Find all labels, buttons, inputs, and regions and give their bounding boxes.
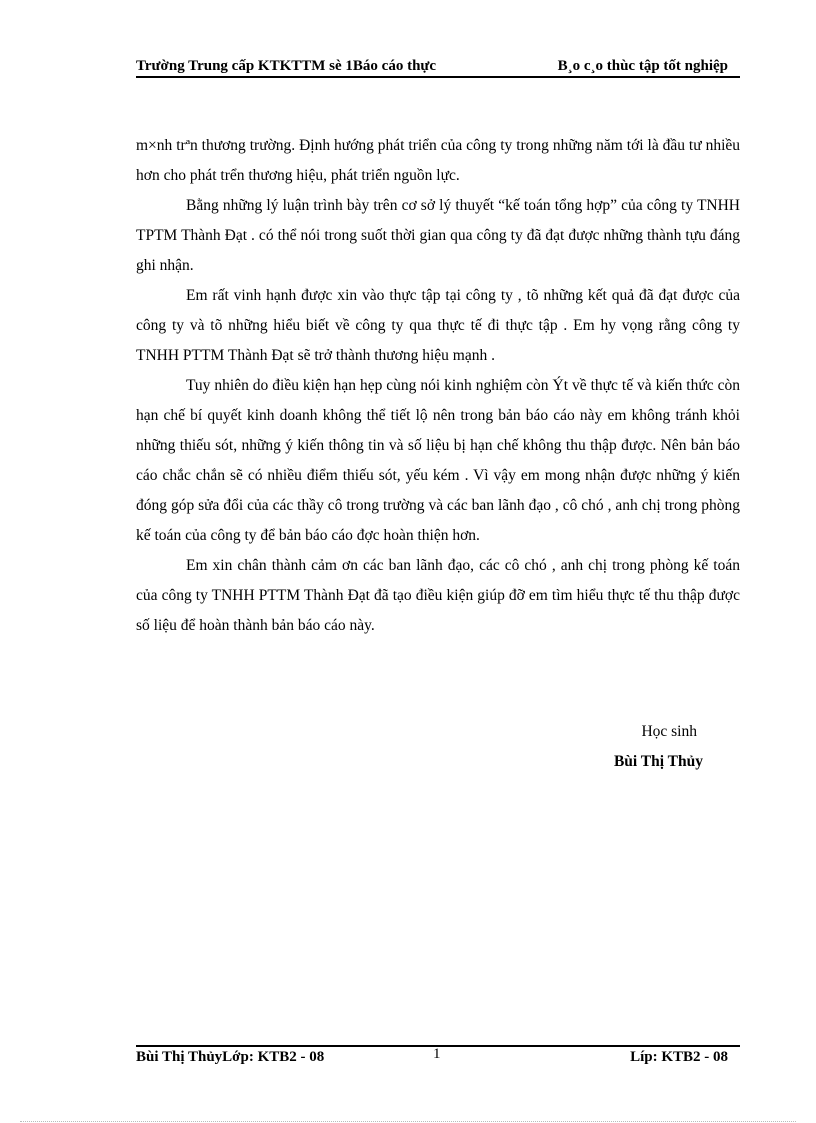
signature-role: Học sinh bbox=[641, 723, 697, 740]
signature-name: Bùi Thị Thủy bbox=[613, 753, 703, 770]
body-paragraph: Bằng những lý luận trình bày trên cơ sở lý thuyết “kế toán tổng hợp” của công ty TNHH TPTM Thành Đạt . có thể nói trong suốt thời gian qua công ty đã đạt được những thành tựu đáng ghi nhận. bbox=[136, 197, 740, 274]
body-paragraph: Em xin chân thành cảm ơn các ban lãnh đạo, các cô chó , anh chị trong phòng kế toán của công ty TNHH PTTM Thành Đạt đã tạo điều kiện giúp đỡ em tìm hiểu thực tế thu thập được số liệu để hoàn thành bản báo cáo này. bbox=[136, 557, 740, 634]
page-header bbox=[136, 58, 740, 78]
report-body bbox=[136, 131, 740, 641]
header-report-title: B¸o c¸o thùc tập tốt nghiệp bbox=[557, 58, 728, 74]
page-number: 1 bbox=[433, 1046, 441, 1062]
footer-author-class: Bùi Thị ThủyLớp: KTB2 - 08 bbox=[136, 1049, 325, 1065]
body-paragraph: m×nh trªn thương trường. Định hướng phát triển của công ty trong những năm tới là đầu tư nhiều hơn cho phát trển thương hiệu, phát triển nguồn lực. bbox=[136, 137, 740, 184]
body-paragraph: Tuy nhiên do điều kiện hạn hẹp cùng nói kinh nghiệm còn Ýt về thực tế và kiến thức còn hạn chế bí quyết kinh doanh không thể tiết lộ nên trong bản báo cáo này em không tránh khỏi những thiếu sót, những ý kiến thông tin và số liệu bị hạn chế không thu thập được. Nên bản báo cáo chắc chắn sẽ có nhiều điểm thiếu sót, yếu kém . Vì vậy em mong nhận được những ý kiến đóng góp sửa đổi của các thầy cô trong trường và các ban lãnh đạo , cô chó , anh chị trong phòng kế toán của công ty để bản báo cáo đợc hoàn thiện hơn. bbox=[136, 377, 740, 544]
body-paragraph: Em rất vinh hạnh được xin vào thực tập tại công ty , tõ những kết quả đã đạt được của công ty và tõ những hiểu biết về công ty qua thực tế đi thực tập . Em hy vọng rằng công ty TNHH PTTM Thành Đạt sẽ trở thành thương hiệu mạnh . bbox=[136, 287, 740, 364]
footer-class: Líp: KTB2 - 08 bbox=[630, 1049, 728, 1065]
header-school-title: Trường Trung cấp KTKTTM sè 1Báo cáo thực bbox=[136, 58, 437, 74]
page-bottom-edge bbox=[20, 1121, 796, 1122]
